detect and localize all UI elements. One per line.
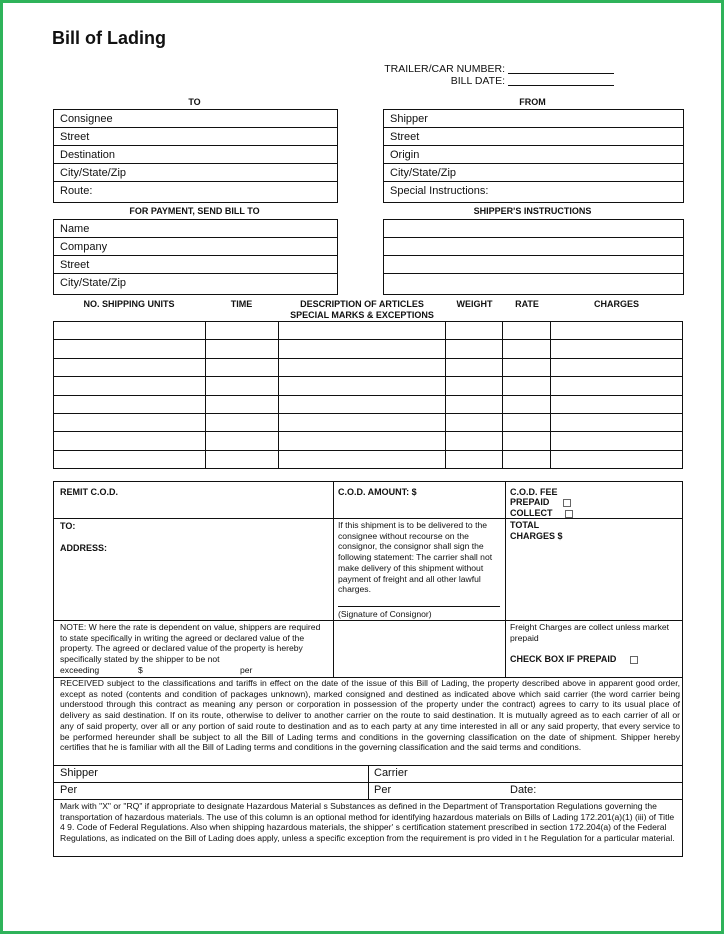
col-header-description [278,299,446,321]
from-city-row[interactable]: City/State/Zip [384,164,683,182]
cod-fee-label: C.O.D. FEE [510,487,558,497]
table-cell[interactable] [205,450,278,468]
per-label: per [240,665,253,675]
from-shipper-row[interactable]: Shipper [384,110,683,128]
table-cell[interactable] [551,358,683,376]
table-cell[interactable] [446,377,503,395]
check-prepaid-label: CHECK BOX IF PREPAID [510,654,617,664]
total-charges-label: CHARGES $ [510,531,563,541]
table-cell[interactable] [503,340,551,358]
divider [505,482,506,677]
table-cell[interactable] [205,377,278,395]
exceeding-label: exceeding [60,665,100,675]
consignor-signature-line[interactable] [338,606,500,607]
prepaid-label: PREPAID [510,497,550,507]
table-row [54,340,683,358]
table-cell[interactable] [54,377,206,395]
col-header-time: TIME [230,299,253,309]
to-box [53,109,338,203]
table-cell[interactable] [205,340,278,358]
payment-company-row[interactable]: Company [54,238,337,256]
table-row [54,432,683,450]
hazmat-notice: Mark with "X" or "RQ" if appropriate to designate Hazardous Material s Substances as defined in the Department of Transportation Regulations governing the transportation of hazardous materials. The use of this column is an optional method for identifying hazardous materials on Bills of Lading 172.201(a)(1) (iii) of Title 4 9. Code of Federal Regulations. Also when shipping hazardous materials, the shipper' s certification statement prescribed in section 172.204(a) of the Federal Regulations, as indicated on the Bill of Lading does apply, unless a specific exception from the requirement is pro vided in t he Regulation for a particular material. [60,801,675,844]
table-cell[interactable] [503,322,551,340]
table-cell[interactable] [551,395,683,413]
shipper-instructions-heading: SHIPPER'S INSTRUCTIONS [473,206,592,216]
to-heading: TO [188,97,201,107]
table-cell[interactable] [551,377,683,395]
table-cell[interactable] [54,432,206,450]
bill-date-label: BILL DATE: [450,75,505,87]
table-cell[interactable] [205,432,278,450]
cod-amount-label: C.O.D. AMOUNT: $ [338,487,417,497]
divider [54,799,682,800]
table-cell[interactable] [205,322,278,340]
instructions-line[interactable] [384,256,683,274]
table-cell[interactable] [446,322,503,340]
from-heading: FROM [519,97,546,107]
freight-note: Freight Charges are collect unless market prepaid [510,622,670,643]
table-cell[interactable] [503,358,551,376]
col-header-desc-line2: SPECIAL MARKS & EXCEPTIONS [290,310,434,320]
consignor-signature-label: (Signature of Consignor) [338,609,432,619]
table-cell[interactable] [446,395,503,413]
instructions-line[interactable] [384,274,683,292]
table-cell[interactable] [503,377,551,395]
bill-date-field[interactable] [508,75,614,86]
page-title: Bill of Lading [52,28,166,48]
trailer-number-field[interactable] [508,63,614,74]
table-cell[interactable] [446,450,503,468]
instructions-line[interactable] [384,220,683,238]
payment-street-row[interactable]: Street [54,256,337,274]
shipper-per-label[interactable]: Per [60,784,78,796]
table-cell[interactable] [278,358,446,376]
table-cell[interactable] [278,432,446,450]
cod-address-label: ADDRESS: [60,543,108,553]
divider [54,620,682,621]
check-prepaid-option[interactable] [510,654,680,664]
articles-table [53,321,683,469]
table-row [54,322,683,340]
table-cell[interactable] [551,322,683,340]
cod-collect-option[interactable] [510,508,590,518]
table-cell[interactable] [205,413,278,431]
table-cell[interactable] [446,432,503,450]
table-cell[interactable] [205,395,278,413]
collect-label: COLLECT [510,508,553,518]
col-header-units: NO. SHIPPING UNITS [83,299,175,309]
divider [368,765,369,799]
payment-heading: FOR PAYMENT, SEND BILL TO [129,206,260,216]
table-cell[interactable] [205,358,278,376]
divider [333,482,334,677]
from-street-row[interactable]: Street [384,128,683,146]
col-header-charges: CHARGES [593,299,639,309]
table-cell[interactable] [54,322,206,340]
recourse-statement: If this shipment is to be delivered to the consignee without recourse on the consignor, the consignor shall sign the following statement: The carrier shall not make delivery of this shipment without payment of freight and all other lawful charges. [338,520,493,595]
table-cell[interactable] [446,413,503,431]
check-prepaid-checkbox[interactable] [630,656,638,664]
payment-box [53,219,338,295]
table-row [54,395,683,413]
table-cell[interactable] [551,340,683,358]
trailer-label: TRAILER/CAR NUMBER: [384,63,505,75]
table-row [54,450,683,468]
payment-name-row[interactable]: Name [54,220,337,238]
dollar-label: $ [138,665,143,675]
table-cell[interactable] [54,358,206,376]
to-route-row[interactable]: Route: [60,185,93,197]
carrier-per-label[interactable]: Per [374,784,392,796]
table-cell[interactable] [54,395,206,413]
table-cell[interactable] [446,358,503,376]
table-cell[interactable] [551,450,683,468]
carrier-sign-label[interactable]: Carrier [374,767,408,779]
col-header-rate: RATE [515,299,539,309]
table-cell[interactable] [54,450,206,468]
cod-to-label: TO: [60,521,76,531]
table-cell[interactable] [278,322,446,340]
table-cell[interactable] [503,432,551,450]
col-header-desc-line1: DESCRIPTION OF ARTICLES [300,299,424,309]
instructions-line[interactable] [384,238,683,256]
table-cell[interactable] [278,413,446,431]
table-cell[interactable] [446,340,503,358]
table-cell[interactable] [54,413,206,431]
from-special-row[interactable]: Special Instructions: [390,185,489,197]
table-cell[interactable] [503,395,551,413]
payment-city-row[interactable]: City/State/Zip [60,277,127,289]
table-cell[interactable] [503,413,551,431]
cod-prepaid-option[interactable] [510,497,590,507]
table-cell[interactable] [278,377,446,395]
shipper-sign-label[interactable]: Shipper [60,767,98,779]
table-cell[interactable] [278,340,446,358]
total-label: TOTAL [510,520,540,530]
remit-cod-label: REMIT C.O.D. [60,487,118,497]
shipper-instructions-box [383,219,684,295]
from-origin-row[interactable]: Origin [384,146,683,164]
table-cell[interactable] [551,432,683,450]
table-cell[interactable] [551,413,683,431]
table-row [54,358,683,376]
table-cell[interactable] [54,340,206,358]
table-cell[interactable] [503,450,551,468]
to-city-row[interactable]: City/State/Zip [54,164,337,182]
date-label[interactable]: Date: [510,784,537,796]
divider [54,518,682,519]
collect-checkbox[interactable] [565,510,573,518]
to-street-row[interactable]: Street [54,128,337,146]
table-row [54,377,683,395]
lower-section [53,481,683,857]
table-cell[interactable] [278,395,446,413]
to-destination-row[interactable]: Destination [54,146,337,164]
declared-value-note: NOTE: W here the rate is dependent on value, shippers are required to state specifically in writing the agreed or declared value of the property. The agreed or declared value of the property is hereby specifically stated by the shipper to be not [60,622,321,665]
received-clause: RECEIVED subject to the classifications and tariffs in effect on the date of the issue of this Bill of Lading, the property described above in apparent good order, except as noted (contents and condition of packages unknown), marked consigned and destined as indicated above which said carrier (the word carrier being understood through this contract as meaning any person or corporation in possession of the property under the contract) agrees to carry to its usual place of delivery as said destination. If on its route, otherwise to deliver to another carrier on the route to said destination. It is mutually agreed as to each carrier of all or any of said property, over all or any portion of said route to destination and as to each party at any time interested in all or any said property, that every service to be performed hereunder shall be subject to all the Bill of Lading terms and conditions in the governing classification on the date of shipment. Shipper hereby certifies that he is familiar with all the Bill of Lading terms and conditions in the governing classification and the said terms and conditions. [60,678,680,753]
table-cell[interactable] [278,450,446,468]
table-row [54,413,683,431]
col-header-weight: WEIGHT [456,299,493,309]
from-box [383,109,684,203]
prepaid-checkbox[interactable] [563,499,571,507]
to-consignee-row[interactable]: Consignee [54,110,337,128]
